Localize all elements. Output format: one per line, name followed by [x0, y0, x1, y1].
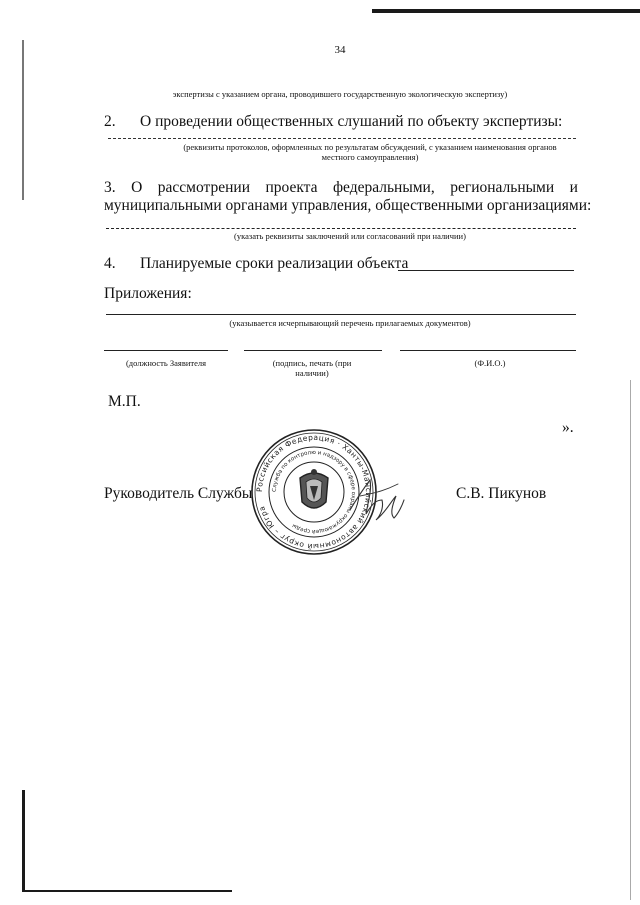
head-title: Руководитель Службы	[104, 485, 253, 502]
attachments-caption: (указывается исчерпывающий перечень прилагаемых документов)	[229, 318, 471, 328]
item-3-word-4: федеральными,	[332, 179, 435, 196]
item-3-fill-line	[106, 228, 576, 229]
signature-line	[244, 350, 382, 351]
scan-edge-bottom	[24, 890, 232, 892]
scan-edge-right	[630, 380, 631, 900]
item-3-word-1: О	[131, 179, 143, 196]
scan-edge-left-lower	[22, 790, 25, 892]
top-continuation-text: экспертизы с указанием органа, проводившего государственную экологическую экспертизу)	[172, 89, 508, 99]
position-caption: (должность Заявителя	[125, 358, 207, 368]
item-2-caption: (реквизиты протоколов, оформленных по результатам обсуждений, с указанием наименования органов местного самоуправления)	[183, 142, 557, 162]
scan-edge-left-upper	[22, 40, 24, 200]
closing-quote: ».	[562, 419, 574, 436]
coat-of-arms-emblem	[300, 469, 328, 508]
attachments-label: Приложения:	[104, 285, 192, 302]
page-number: 34	[334, 44, 346, 56]
item-3-line1	[104, 178, 578, 197]
item-3-line2: муниципальными органами управления, общественными организациями:	[104, 197, 592, 214]
attachments-fill-line	[106, 314, 576, 315]
item-2-text: О проведении общественных слушаний по объекту экспертизы:	[140, 113, 563, 130]
name-line	[400, 350, 576, 351]
stamp-inner-text: Служба по контролю и надзору в сфере охраны окружающей среды	[271, 449, 357, 535]
head-name: С.В. Пикунов	[456, 485, 547, 502]
item-3-word-5: региональными	[450, 179, 555, 196]
item-3-word-3: проекта	[265, 179, 318, 196]
item-2-fill-line	[108, 138, 576, 139]
item-3-caption: (указать реквизиты заключений или согласований при наличии)	[234, 231, 466, 241]
item-2-number: 2.	[104, 113, 116, 130]
position-line	[104, 350, 228, 351]
item-3-word-2: рассмотрении	[157, 179, 250, 196]
item-3-word-6: и	[569, 179, 578, 196]
item-4-text: Планируемые сроки реализации объекта	[140, 255, 409, 272]
scan-edge-top	[372, 9, 640, 13]
name-caption: (Ф.И.О.)	[474, 358, 506, 368]
item-3-number: 3.	[104, 179, 116, 196]
seal-place-label: М.П.	[108, 393, 141, 410]
item-4-fill-line	[398, 270, 574, 271]
handwritten-signature	[346, 470, 406, 526]
stamp-outer-text: Российская Федерация · Ханты-Мансийский автономный округ – Югра	[254, 432, 374, 552]
signature-caption: (подпись, печать (при наличии)	[272, 358, 352, 378]
item-4-number: 4.	[104, 255, 116, 272]
